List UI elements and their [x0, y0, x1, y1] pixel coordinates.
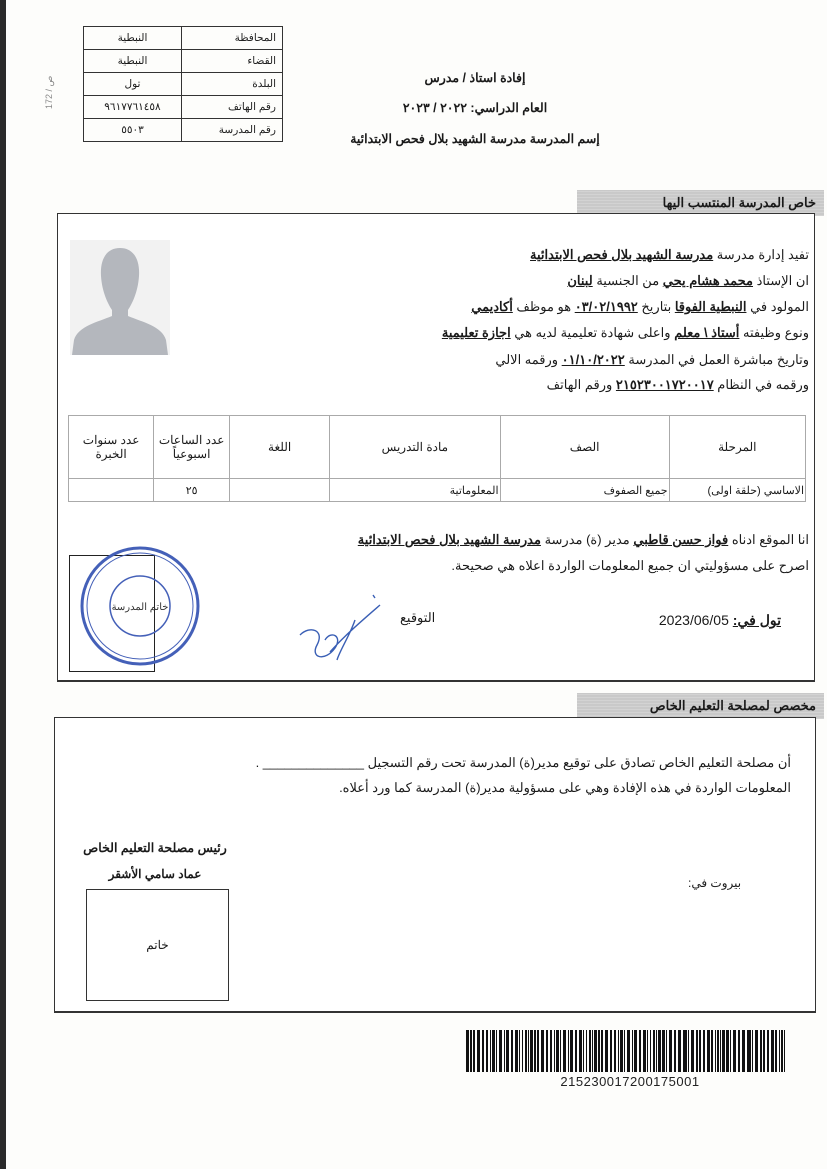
info-value: النبطية — [84, 27, 182, 50]
info-label: البلدة — [182, 73, 283, 96]
school-seal — [78, 540, 202, 672]
info-label: رقم الهاتف — [182, 96, 283, 119]
barcode-bar — [755, 1030, 758, 1072]
barcode-bar — [528, 1030, 529, 1072]
table-header: الصف — [500, 416, 669, 479]
table-cell: الاساسي (حلقة اولى) — [669, 479, 805, 502]
barcode-bar — [537, 1030, 539, 1072]
barcode-bar — [618, 1030, 619, 1072]
barcode-bar — [643, 1030, 646, 1072]
barcode-bar — [511, 1030, 513, 1072]
info-row — [84, 96, 283, 119]
barcode-bar — [568, 1030, 570, 1072]
barcode-bar — [669, 1030, 672, 1072]
barcode-bar — [605, 1030, 608, 1072]
barcode-bar — [601, 1030, 603, 1072]
barcode-bar — [560, 1030, 561, 1072]
barcode-bar — [748, 1030, 751, 1072]
section-banner-private-education: مخصص لمصلحة التعليم الخاص — [577, 693, 824, 719]
barcode-bar — [703, 1030, 705, 1072]
beirut-date-label: بيروت في: — [688, 876, 742, 890]
certification-line: أن مصلحة التعليم الخاص تصادق على توقيع مدير(ة) المدرسة تحت رقم التسجيل ______________ . — [255, 755, 791, 770]
barcode-number: 21523001720017500​1 — [560, 1074, 700, 1089]
barcode-bar — [711, 1030, 713, 1072]
barcode-bar — [781, 1030, 783, 1072]
info-label: رقم المدرسة — [182, 119, 283, 142]
barcode-bar — [726, 1030, 729, 1072]
info-value: النبطية — [84, 50, 182, 73]
barcode-bar — [546, 1030, 548, 1072]
barcode-bar — [639, 1030, 641, 1072]
barcode-bar — [499, 1030, 502, 1072]
declaration-line: انا الموقع ادناه فواز حسن قاطبي مدير (ة) مدرسة مدرسة الشهيد بلال فحص الابتدائية — [357, 532, 809, 547]
department-head-name: عماد سامي الأشقر — [108, 867, 202, 881]
info-row — [84, 50, 283, 73]
barcode-bar — [650, 1030, 651, 1072]
reference-number: 172 / ص — [44, 75, 54, 109]
place-date: تول في: 2023/06/05 — [658, 612, 781, 628]
barcode-bar — [586, 1030, 587, 1072]
document-title: إفادة استاذ / مدرس — [424, 71, 526, 85]
barcode-bar — [684, 1030, 687, 1072]
person-photo-placeholder — [70, 240, 170, 355]
barcode-bar — [490, 1030, 491, 1072]
barcode-bar — [525, 1030, 527, 1072]
barcode-bar — [579, 1030, 582, 1072]
barcode-bar — [534, 1030, 537, 1072]
table-cell: المعلوماتية — [330, 479, 500, 502]
table-header: عدد الساعات اسبوعياً — [154, 416, 230, 479]
stamp-label: خاتم — [146, 938, 169, 952]
info-table — [83, 26, 283, 142]
barcode-bar — [496, 1030, 497, 1072]
barcode-bar — [678, 1030, 681, 1072]
barcode-bar — [541, 1030, 544, 1072]
barcode-bar — [620, 1030, 623, 1072]
barcode-bar — [742, 1030, 745, 1072]
barcode-bar — [699, 1030, 702, 1072]
info-row — [84, 27, 283, 50]
barcode-bar — [575, 1030, 577, 1072]
declaration-statement: اصرح على مسؤوليتي ان جميع المعلومات الواردة اعلاه هي صحيحة. — [451, 558, 809, 573]
table-cell — [230, 479, 330, 502]
table-cell: ٢٥ — [154, 479, 230, 502]
barcode-bar — [738, 1030, 740, 1072]
barcode-bar — [519, 1030, 521, 1072]
info-value: ٩٦١٧٧٦١٤٥٨ — [84, 96, 182, 119]
barcode-bar — [504, 1030, 506, 1072]
signature-label: التوقيع — [400, 610, 436, 625]
barcode-bar — [632, 1030, 634, 1072]
barcode-bar — [674, 1030, 676, 1072]
table-cell: جميع الصفوف — [500, 479, 669, 502]
barcode-bar — [752, 1030, 753, 1072]
line-system-no: ورقمه في النظام ٢١٥٢٣٠٠١٧٢٠٠١٧ ورقم الهاتف — [546, 377, 809, 392]
seal-label: خاتم المدرسة — [111, 602, 169, 613]
barcode-bar — [515, 1030, 518, 1072]
barcode-bar — [784, 1030, 785, 1072]
barcode-bar — [598, 1030, 601, 1072]
barcode-bar — [717, 1030, 719, 1072]
barcode-bar — [683, 1030, 684, 1072]
barcode-bar — [730, 1030, 732, 1072]
barcode-bar — [556, 1030, 559, 1072]
barcode-bar — [634, 1030, 637, 1072]
barcode-bar — [707, 1030, 710, 1072]
barcode-bar — [550, 1030, 553, 1072]
barcode-bar — [691, 1030, 694, 1072]
info-value: ٥٥٠٣ — [84, 119, 182, 142]
barcode-bar — [658, 1030, 661, 1072]
barcode-bar — [722, 1030, 725, 1072]
barcode-bar — [563, 1030, 566, 1072]
line-birth: المولود في النبطية الفوقا بتاريخ ٠٣/٠٢/١٩٩٢ هو موظف أكاديمي — [471, 299, 809, 314]
info-label: المحافظة — [182, 27, 283, 50]
barcode-bar — [775, 1030, 777, 1072]
barcode-bar — [720, 1030, 721, 1072]
barcode-bar — [486, 1030, 489, 1072]
barcode-bar — [715, 1030, 716, 1072]
barcode — [466, 1030, 786, 1072]
barcode-bar — [482, 1030, 484, 1072]
barcode-bar — [767, 1030, 769, 1072]
barcode-bar — [477, 1030, 480, 1072]
barcode-bar — [763, 1030, 766, 1072]
barcode-bar — [592, 1030, 593, 1072]
barcode-bar — [662, 1030, 665, 1072]
barcode-bar — [470, 1030, 473, 1072]
line-start-date: وتاريخ مباشرة العمل في المدرسة ٠١/١٠/٢٠٢٢ ورقمه الالي — [495, 352, 809, 367]
barcode-bar — [653, 1030, 655, 1072]
official-stamp-box — [86, 889, 229, 1001]
info-label: القضاء — [182, 50, 283, 73]
barcode-bar — [688, 1030, 689, 1072]
barcode-bar — [594, 1030, 597, 1072]
barcode-bar — [583, 1030, 585, 1072]
barcode-bar — [473, 1030, 475, 1072]
barcode-bar — [647, 1030, 649, 1072]
info-row — [84, 119, 283, 142]
table-cell — [69, 479, 154, 502]
certification-statement: المعلومات الواردة في هذه الإفادة وهي على مسؤولية مدير(ة) المدرسة كما ورد أعلاه. — [339, 780, 791, 795]
barcode-bar — [696, 1030, 698, 1072]
section-banner-school: خاص المدرسة المنتسب اليها — [577, 190, 824, 216]
barcode-bar — [570, 1030, 573, 1072]
barcode-bar — [492, 1030, 495, 1072]
barcode-bar — [522, 1030, 523, 1072]
barcode-bar — [747, 1030, 748, 1072]
barcode-bar — [506, 1030, 509, 1072]
barcode-bar — [530, 1030, 533, 1072]
barcode-bar — [771, 1030, 774, 1072]
table-header: المرحلة — [669, 416, 805, 479]
barcode-bar — [554, 1030, 555, 1072]
info-row — [84, 73, 283, 96]
barcode-bar — [614, 1030, 617, 1072]
info-value: تول — [84, 73, 182, 96]
table-header: عدد سنوات الخبرة — [69, 416, 154, 479]
barcode-bar — [624, 1030, 625, 1072]
teaching-table — [68, 415, 806, 502]
barcode-bar — [666, 1030, 668, 1072]
barcode-bar — [610, 1030, 612, 1072]
line-job: ونوع وظيفته أستاذ \ معلم واعلى شهادة تعليمية لديه هي اجازة تعليمية — [441, 325, 809, 340]
barcode-bar — [733, 1030, 736, 1072]
barcode-bar — [779, 1030, 780, 1072]
table-header: مادة التدريس — [330, 416, 500, 479]
table-header: اللغة — [230, 416, 330, 479]
signature-mark — [295, 590, 385, 670]
barcode-bar — [466, 1030, 469, 1072]
barcode-bar — [589, 1030, 591, 1072]
department-head-title: رئيس مصلحة التعليم الخاص — [83, 841, 227, 855]
scan-edge — [0, 0, 6, 1169]
table-row — [69, 479, 806, 502]
line-school: تفيد إدارة مدرسة مدرسة الشهيد بلال فحص الابتدائية — [530, 247, 809, 262]
barcode-bar — [656, 1030, 657, 1072]
line-teacher: ان الإستاذ محمد هشام يحي من الجنسية لبنان — [567, 273, 809, 288]
academic-year: العام الدراسي: ٢٠٢٢ / ٢٠٢٣ — [402, 101, 548, 115]
barcode-bar — [627, 1030, 630, 1072]
barcode-bar — [760, 1030, 762, 1072]
school-name: إسم المدرسة مدرسة الشهيد بلال فحص الابتدائية — [350, 132, 600, 146]
